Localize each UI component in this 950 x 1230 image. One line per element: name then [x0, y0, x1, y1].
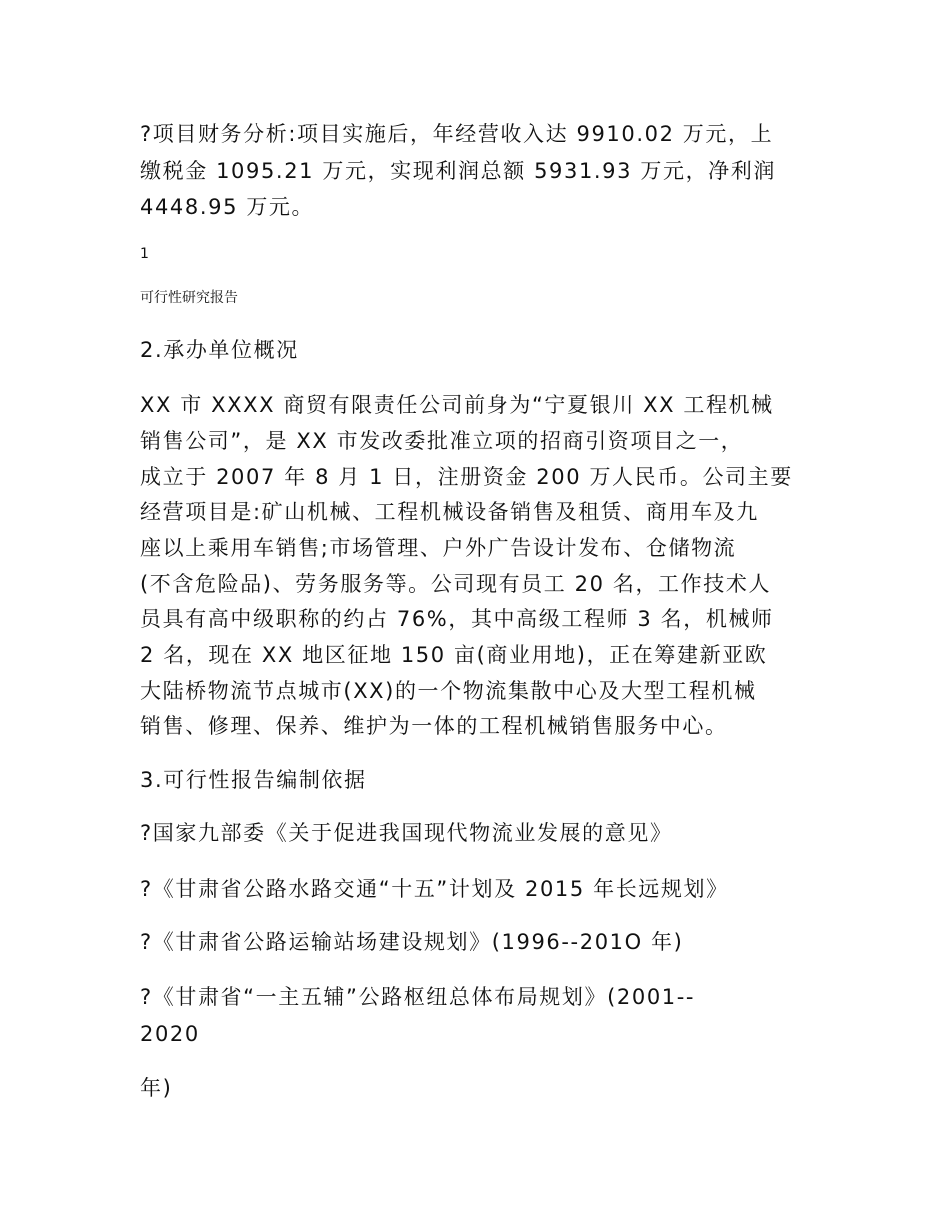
paragraph-line: 销售、修理、保养、维护为一体的工程机械销售服务中心。 — [140, 714, 728, 738]
running-header: 可行性研究报告 — [140, 290, 238, 306]
paragraph-line: 缴税金 1095.21 万元，实现利润总额 5931.93 万元，净利润 — [140, 159, 776, 183]
section-heading: 3.可行性报告编制依据 — [140, 768, 367, 792]
list-item: ?《甘肃省“一主五辅”公路枢纽总体布局规划》(2001-- — [140, 985, 696, 1009]
paragraph-line: 销售公司”，是 XX 市发改委批准立项的招商引资项目之一， — [140, 429, 744, 453]
paragraph-line: XX 市 XXXX 商贸有限责任公司前身为“宁夏银川 XX 工程机械 — [140, 393, 774, 417]
page-number: 1 — [140, 246, 149, 262]
list-item: ?《甘肃省公路运输站场建设规划》(1996--201O 年) — [140, 930, 684, 954]
paragraph-line: 经营项目是:矿山机械、工程机械设备销售及租赁、商用车及九 — [140, 500, 759, 524]
paragraph-line: ?项目财务分析:项目实施后，年经营收入达 9910.02 万元，上 — [140, 122, 774, 146]
paragraph-line: (不含危险品)、劳务服务等。公司现有员工 20 名，工作技术人 — [140, 572, 772, 596]
list-item-continuation: 年) — [140, 1076, 173, 1100]
paragraph-line: 成立于 2007 年 8 月 1 日，注册资金 200 万人民币。公司主要 — [140, 465, 793, 489]
paragraph-line: 大陆桥物流节点城市(XX)的一个物流集散中心及大型工程机械 — [140, 679, 757, 703]
list-item-continuation: 2020 — [140, 1022, 200, 1046]
paragraph-line: 4448.95 万元。 — [140, 195, 315, 219]
paragraph-line: 2 名，现在 XX 地区征地 150 亩(商业用地)，正在筹建新亚欧 — [140, 643, 768, 667]
paragraph-line: 员具有高中级职称的约占 76%，其中高级工程师 3 名，机械师 — [140, 607, 774, 631]
section-heading: 2.承办单位概况 — [140, 338, 299, 362]
paragraph-line: 座以上乘用车销售;市场管理、户外广告设计发布、仓储物流 — [140, 536, 737, 560]
list-item: ?《甘肃省公路水路交通“十五”计划及 2015 年长远规划》 — [140, 877, 729, 901]
list-item: ?国家九部委《关于促进我国现代物流业发展的意见》 — [140, 821, 673, 845]
